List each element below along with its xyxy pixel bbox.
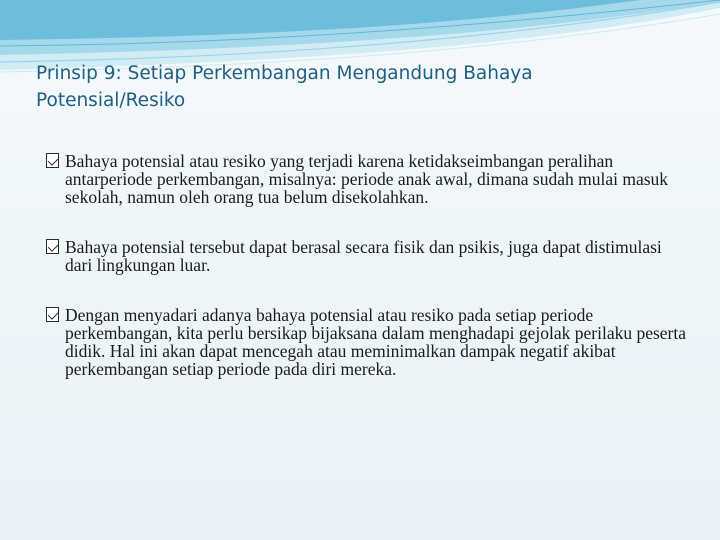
bullet-text: Bahaya potensial tersebut dapat berasal secara fisik dan psikis, juga dapat distimulasi dari lingkungan luar. (65, 237, 662, 275)
missing-glyph-box-icon (46, 239, 59, 254)
bullet-list (46, 152, 686, 410)
slide-title: Prinsip 9: Setiap Perkembangan Mengandung Bahaya Potensial/Resiko (36, 63, 533, 111)
bullet-item (46, 238, 686, 274)
missing-glyph-box-icon (46, 307, 59, 322)
bullet-item (46, 306, 686, 378)
bullet-text: Dengan menyadari adanya bahaya potensial atau resiko pada setiap periode perkembangan, kita perlu bersikap bijaksana dalam menghadapi gejolak perilaku peserta didik. Hal ini akan dapat mencegah atau meminimalkan dampak negatif akibat perkembangan setiap periode pada diri mereka. (65, 305, 687, 379)
bullet-text: Bahaya potensial atau resiko yang terjadi karena ketidakseimbangan peralihan antarperiode perkembangan, misalnya: periode anak awal, dimana sudah mulai masuk sekolah, namun oleh orang tua belum disekolahkan. (65, 151, 669, 207)
missing-glyph-box-icon (46, 153, 59, 168)
bullet-item (46, 152, 686, 206)
